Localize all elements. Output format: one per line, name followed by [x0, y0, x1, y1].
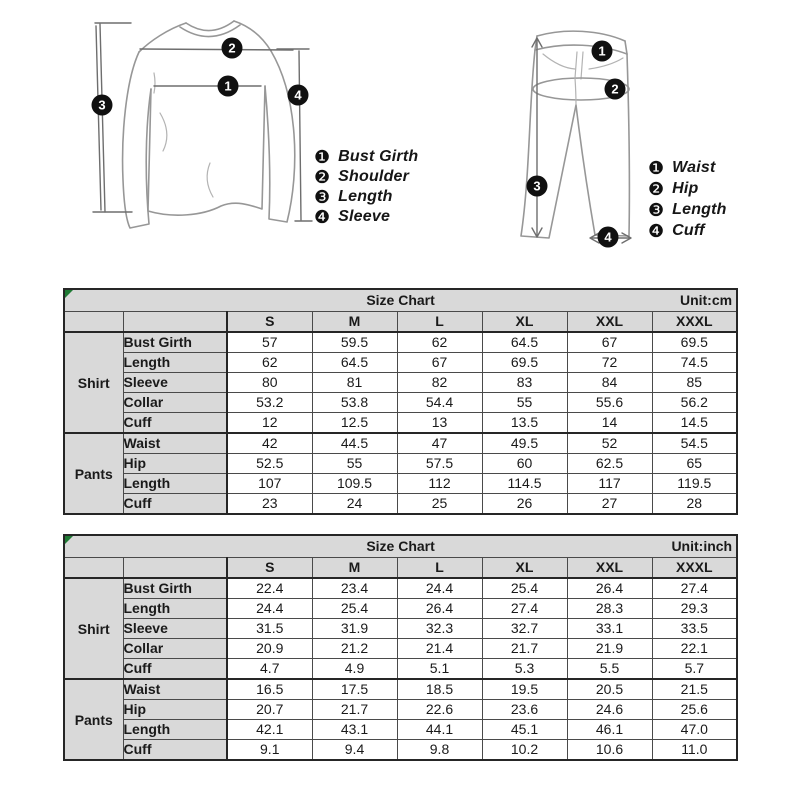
table-row: [64, 413, 737, 434]
measure-value: 46.1: [567, 720, 652, 740]
measure-value: 25.4: [312, 599, 397, 619]
group-label-pants: Pants: [64, 433, 123, 514]
measure-value: 33.5: [652, 619, 737, 639]
measure-value: 28.3: [567, 599, 652, 619]
empty-header-cell: [123, 558, 227, 579]
measure-value: 12: [227, 413, 312, 434]
measure-label: Cuff: [123, 659, 227, 680]
measure-value: 21.7: [482, 639, 567, 659]
pants-marker-1-number: 1: [598, 43, 606, 59]
legend-label: Length: [338, 188, 393, 205]
pants-marker-4: [598, 227, 619, 248]
measure-value: 27: [567, 494, 652, 515]
pants-marker-2-number: 2: [611, 81, 619, 97]
table-row: [64, 639, 737, 659]
size-header-xxl: XXL: [567, 312, 652, 333]
measure-value: 45.1: [482, 720, 567, 740]
numbered-badge-3-icon: ❸: [648, 199, 665, 220]
size-header-xxxl: XXXL: [652, 558, 737, 579]
measure-value: 24: [312, 494, 397, 515]
measure-value: 29.3: [652, 599, 737, 619]
measure-value: 69.5: [482, 353, 567, 373]
measure-value: 9.8: [397, 740, 482, 761]
measure-value: 25.4: [482, 578, 567, 599]
measure-value: 14.5: [652, 413, 737, 434]
measure-value: 26: [482, 494, 567, 515]
shirt-marker-2-number: 2: [228, 40, 236, 56]
measure-label: Collar: [123, 639, 227, 659]
measure-label: Waist: [123, 433, 227, 454]
measure-label: Bust Girth: [123, 578, 227, 599]
measure-value: 25: [397, 494, 482, 515]
shirt-sketch: [60, 5, 320, 255]
empty-header-cell: [64, 312, 123, 333]
measure-label: Hip: [123, 454, 227, 474]
legend-item-length: [648, 199, 727, 220]
numbered-badge-4-icon: ❹: [648, 220, 665, 241]
excel-corner-marker-icon: [65, 536, 73, 544]
sleeve-dimension-line: [299, 51, 301, 220]
measure-value: 67: [397, 353, 482, 373]
numbered-badge-4-icon: ❹: [314, 207, 331, 227]
measure-value: 49.5: [482, 433, 567, 454]
table-row: [64, 720, 737, 740]
size-header-s: S: [227, 558, 312, 579]
measure-value: 21.2: [312, 639, 397, 659]
measure-label: Hip: [123, 700, 227, 720]
measure-value: 5.1: [397, 659, 482, 680]
legend-label: Bust Girth: [338, 148, 419, 165]
measure-value: 26.4: [567, 578, 652, 599]
table-unit: Unit:cm: [679, 292, 733, 308]
measure-value: 32.3: [397, 619, 482, 639]
table-row: [64, 454, 737, 474]
table-row: [64, 619, 737, 639]
size-header-xxl: XXL: [567, 558, 652, 579]
shirt-outline: [123, 21, 295, 228]
measure-value: 23.4: [312, 578, 397, 599]
measure-value: 60: [482, 454, 567, 474]
measure-value: 72: [567, 353, 652, 373]
measure-value: 27.4: [652, 578, 737, 599]
shirt-marker-1: [218, 76, 239, 97]
table-row: [64, 659, 737, 680]
measure-label: Cuff: [123, 740, 227, 761]
measure-value: 57: [227, 332, 312, 353]
measure-value: 22.6: [397, 700, 482, 720]
measure-value: 16.5: [227, 679, 312, 700]
table-row: [64, 679, 737, 700]
table-title-row: [64, 289, 737, 312]
legend-label: Cuff: [672, 221, 705, 239]
measure-label: Cuff: [123, 413, 227, 434]
size-header-m: M: [312, 312, 397, 333]
measure-value: 80: [227, 373, 312, 393]
shirt-marker-4-number: 4: [294, 87, 302, 103]
group-label-shirt: Shirt: [64, 332, 123, 433]
measure-value: 21.5: [652, 679, 737, 700]
measure-value: 55.6: [567, 393, 652, 413]
measure-value: 44.1: [397, 720, 482, 740]
measure-value: 53.8: [312, 393, 397, 413]
legend-label: Sleeve: [338, 208, 391, 225]
legend-item-waist: [648, 157, 727, 178]
measure-label: Bust Girth: [123, 332, 227, 353]
measure-value: 109.5: [312, 474, 397, 494]
measure-value: 44.5: [312, 433, 397, 454]
measure-value: 23.6: [482, 700, 567, 720]
measure-value: 22.1: [652, 639, 737, 659]
legend-item-sleeve: [314, 207, 418, 227]
measure-value: 55: [482, 393, 567, 413]
measure-value: 82: [397, 373, 482, 393]
measure-value: 42: [227, 433, 312, 454]
table-row: [64, 433, 737, 454]
group-label-pants: Pants: [64, 679, 123, 760]
table-row: [64, 393, 737, 413]
measure-value: 26.4: [397, 599, 482, 619]
shirt-dimension-lines: [93, 23, 312, 221]
table-row: [64, 474, 737, 494]
measure-value: 11.0: [652, 740, 737, 761]
measure-value: 62: [397, 332, 482, 353]
size-chart-table-cm: [63, 288, 738, 515]
measure-label: Waist: [123, 679, 227, 700]
measure-value: 83: [482, 373, 567, 393]
size-header-xxxl: XXXL: [652, 312, 737, 333]
measure-label: Length: [123, 720, 227, 740]
measure-value: 10.6: [567, 740, 652, 761]
legend-item-shoulder: [314, 167, 418, 187]
legend-label: Shoulder: [338, 168, 410, 185]
measure-value: 9.4: [312, 740, 397, 761]
measure-value: 65: [652, 454, 737, 474]
measure-label: Length: [123, 599, 227, 619]
measure-value: 10.2: [482, 740, 567, 761]
measure-value: 56.2: [652, 393, 737, 413]
size-header-l: L: [397, 558, 482, 579]
shoulder-dimension-line: [140, 49, 293, 50]
measure-label: Length: [123, 474, 227, 494]
measure-value: 25.6: [652, 700, 737, 720]
pants-marker-3: [527, 176, 548, 197]
measure-value: 33.1: [567, 619, 652, 639]
measure-value: 54.4: [397, 393, 482, 413]
measure-value: 57.5: [397, 454, 482, 474]
measure-value: 47.0: [652, 720, 737, 740]
shirt-marker-2: [222, 38, 243, 59]
empty-header-cell: [123, 312, 227, 333]
pants-marker-4-number: 4: [604, 229, 612, 245]
measure-value: 62: [227, 353, 312, 373]
table-row: [64, 578, 737, 599]
measure-value: 4.9: [312, 659, 397, 680]
measure-value: 112: [397, 474, 482, 494]
measure-value: 20.9: [227, 639, 312, 659]
measure-value: 17.5: [312, 679, 397, 700]
table-unit: Unit:inch: [671, 538, 733, 554]
measure-value: 47: [397, 433, 482, 454]
empty-header-cell: [64, 558, 123, 579]
legend-item-hip: [648, 178, 727, 199]
shirt-legend: [314, 147, 418, 227]
measure-value: 67: [567, 332, 652, 353]
measure-value: 21.7: [312, 700, 397, 720]
size-chart-table-inch: [63, 534, 738, 761]
measure-label: Sleeve: [123, 373, 227, 393]
size-header-s: S: [227, 312, 312, 333]
measure-value: 43.1: [312, 720, 397, 740]
table-row: [64, 332, 737, 353]
table-row: [64, 740, 737, 761]
measure-value: 24.4: [227, 599, 312, 619]
numbered-badge-2-icon: ❷: [314, 167, 331, 187]
numbered-badge-1-icon: ❶: [314, 147, 331, 167]
size-header-l: L: [397, 312, 482, 333]
measure-value: 59.5: [312, 332, 397, 353]
size-header-xl: XL: [482, 312, 567, 333]
size-header-row: [64, 558, 737, 579]
pants-marker-3-number: 3: [533, 178, 541, 194]
table-title-row: [64, 535, 737, 558]
measure-value: 64.5: [312, 353, 397, 373]
group-label-shirt: Shirt: [64, 578, 123, 679]
table-title-cell: [64, 535, 737, 558]
pants-marker-2: [605, 79, 626, 100]
shirt-marker-4: [288, 85, 309, 106]
measure-value: 62.5: [567, 454, 652, 474]
legend-label: Waist: [672, 158, 716, 176]
measure-label: Sleeve: [123, 619, 227, 639]
measure-value: 53.2: [227, 393, 312, 413]
size-header-m: M: [312, 558, 397, 579]
measure-value: 107: [227, 474, 312, 494]
measure-value: 28: [652, 494, 737, 515]
measure-label: Cuff: [123, 494, 227, 515]
table-row: [64, 494, 737, 515]
size-header-xl: XL: [482, 558, 567, 579]
measure-value: 31.5: [227, 619, 312, 639]
measure-value: 24.6: [567, 700, 652, 720]
measure-value: 22.4: [227, 578, 312, 599]
table-title: Size Chart: [366, 538, 435, 554]
measure-value: 52: [567, 433, 652, 454]
measure-value: 114.5: [482, 474, 567, 494]
measure-value: 21.4: [397, 639, 482, 659]
legend-label: Length: [672, 200, 727, 218]
measure-value: 74.5: [652, 353, 737, 373]
measure-value: 14: [567, 413, 652, 434]
measure-value: 55: [312, 454, 397, 474]
legend-item-cuff: [648, 220, 727, 241]
table-row: [64, 700, 737, 720]
measure-value: 18.5: [397, 679, 482, 700]
measure-value: 27.4: [482, 599, 567, 619]
pants-marker-1: [592, 41, 613, 62]
measure-value: 5.5: [567, 659, 652, 680]
measure-value: 69.5: [652, 332, 737, 353]
measure-value: 54.5: [652, 433, 737, 454]
shirt-marker-3: [92, 95, 113, 116]
shirt-marker-1-number: 1: [224, 78, 232, 94]
table-row: [64, 353, 737, 373]
numbered-badge-3-icon: ❸: [314, 187, 331, 207]
measure-value: 31.9: [312, 619, 397, 639]
legend-label: Hip: [672, 179, 699, 197]
measure-value: 13.5: [482, 413, 567, 434]
measure-value: 64.5: [482, 332, 567, 353]
measure-value: 42.1: [227, 720, 312, 740]
table-row: [64, 373, 737, 393]
size-chart-cm-container: [63, 288, 738, 515]
numbered-badge-1-icon: ❶: [648, 157, 665, 178]
measure-value: 19.5: [482, 679, 567, 700]
size-header-row: [64, 312, 737, 333]
shirt-marker-3-number: 3: [98, 97, 106, 113]
measure-value: 12.5: [312, 413, 397, 434]
measure-value: 13: [397, 413, 482, 434]
legend-item-bust-girth: [314, 147, 418, 167]
measure-value: 117: [567, 474, 652, 494]
numbered-badge-2-icon: ❷: [648, 178, 665, 199]
measure-value: 5.3: [482, 659, 567, 680]
measure-value: 32.7: [482, 619, 567, 639]
measure-value: 84: [567, 373, 652, 393]
measure-value: 21.9: [567, 639, 652, 659]
measure-value: 119.5: [652, 474, 737, 494]
measure-value: 23: [227, 494, 312, 515]
measure-value: 24.4: [397, 578, 482, 599]
measure-value: 5.7: [652, 659, 737, 680]
excel-corner-marker-icon: [65, 290, 73, 298]
measure-value: 9.1: [227, 740, 312, 761]
measure-value: 20.5: [567, 679, 652, 700]
legend-item-length: [314, 187, 418, 207]
size-chart-inch-container: [63, 534, 738, 761]
measure-value: 85: [652, 373, 737, 393]
measure-value: 52.5: [227, 454, 312, 474]
pants-legend: [648, 157, 727, 241]
measure-value: 81: [312, 373, 397, 393]
table-title: Size Chart: [366, 292, 435, 308]
measure-label: Collar: [123, 393, 227, 413]
measure-value: 20.7: [227, 700, 312, 720]
measure-label: Length: [123, 353, 227, 373]
table-row: [64, 599, 737, 619]
table-title-cell: [64, 289, 737, 312]
measure-value: 4.7: [227, 659, 312, 680]
